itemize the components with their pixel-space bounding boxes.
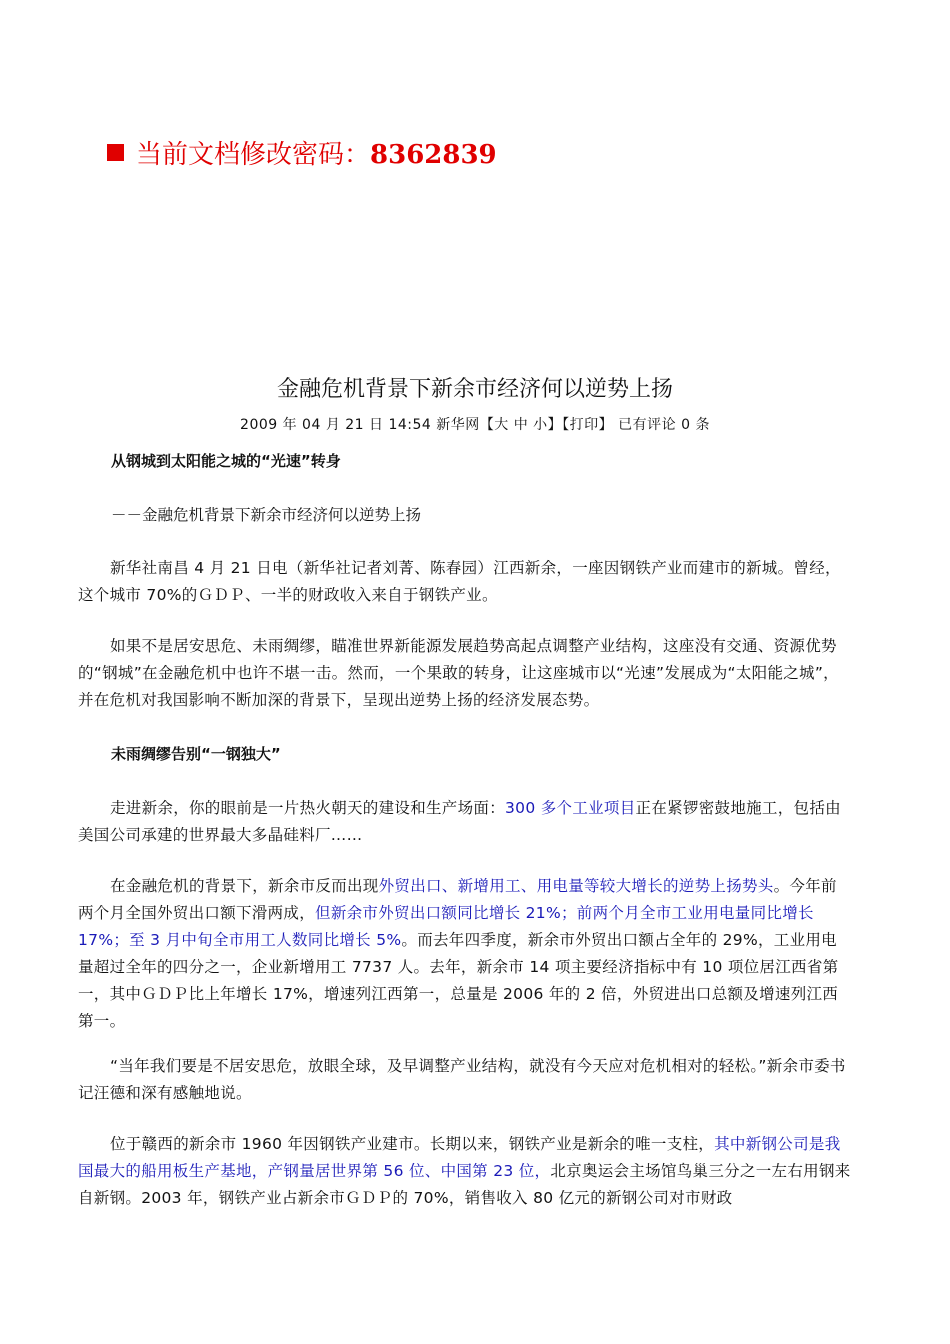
password-code: 8362839 (370, 140, 497, 170)
paragraph-6 (78, 1131, 852, 1212)
paragraph-3 (78, 795, 852, 849)
p3-text-a: 走进新余，你的眼前是一片热火朝天的建设和生产场面： (110, 799, 506, 817)
p4-text-a: 在金融危机的背景下，新余市反而出现 (110, 877, 379, 895)
p6-text-c: 北京奥运会主场馆鸟巢三分之一左右用钢来自新钢。2003 年，钢铁产业占新余市ＧＤＰ的 70%，销售收入 80 亿元的新钢公司对市财政 (78, 1162, 851, 1207)
section-heading-1: 从钢城到太阳能之城的“光速”转身 (111, 452, 341, 470)
section-heading-2: 未雨绸缪告别“一钢独大” (111, 745, 281, 763)
article-title: 金融危机背景下新余市经济何以逆势上扬 (276, 377, 673, 402)
paragraph-1: 新华社南昌 4 月 21 日电（新华社记者刘菁、陈春园）江西新余，一座因钢铁产业而建市的新城。曾经，这个城市 70%的ＧＤＰ、一半的财政收入来自于钢铁产业。 (78, 559, 841, 604)
p4-highlight-2: 但新余市外贸出口额同比增长 21%；前两个月全市工业用电量同比增长 17%；至 3 月中旬全市用工人数同比增长 5% (78, 904, 814, 949)
p4-highlight-1: 外贸出口、新增用工、用电量等较大增长的逆势上扬势头 (378, 877, 774, 895)
p3-text-c: 正在紧锣密鼓地施工，包括由美国公司承建的世界最大多晶硅料厂…… (78, 799, 841, 844)
red-square-icon (107, 144, 124, 161)
p6-text-a: 位于赣西的新余市 1960 年因钢铁产业建市。长期以来，钢铁产业是新余的唯一支柱， (110, 1135, 715, 1153)
p3-highlight: 300 多个工业项目 (505, 799, 636, 817)
password-notice (107, 134, 497, 171)
paragraph-5: “当年我们要是不居安思危，放眼全球，及早调整产业结构，就没有今天应对危机相对的轻松。”新余市委书记汪德和深有感触地说。 (78, 1057, 846, 1102)
paragraph-2: 如果不是居安思危、未雨绸缪，瞄准世界新能源发展趋势高起点调整产业结构，这座没有交通、资源优势的“钢城”在金融危机中也许不堪一击。然而，一个果敢的转身，让这座城市以“光速”发展成为“太阳能之城”，并在危机对我国影响不断加深的背景下，呈现出逆势上扬的经济发展态势。 (78, 637, 839, 709)
p4-text-e: 。而去年四季度，新余市外贸出口额占全年的 29%，工业用电量超过全年的四分之一，企业新增用工 7737 人。去年，新余市 14 项主要经济指标中有 10 项位居江西省第一，其中ＧＤＰ比上年增长 17%，增速列江西第一，总量是 2006 年的 2 倍，外贸进出口总额及增速列江西第一。 (78, 931, 839, 1030)
article-subtitle: －－金融危机背景下新余市经济何以逆势上扬 (111, 506, 422, 524)
article-meta: 2009 年 04 月 21 日 14:54 新华网【大 中 小】【打印】 已有评论 0 条 (240, 417, 710, 433)
password-label: 当前文档修改密码： (136, 140, 371, 170)
p6-highlight: 其中新钢公司是我国最大的船用板生产基地，产钢量居世界第 56 位、中国第 23 位， (78, 1135, 841, 1180)
paragraph-4 (78, 873, 852, 1035)
p4-text-c: 。今年前两个月全国外贸出口额下滑两成， (78, 877, 837, 922)
